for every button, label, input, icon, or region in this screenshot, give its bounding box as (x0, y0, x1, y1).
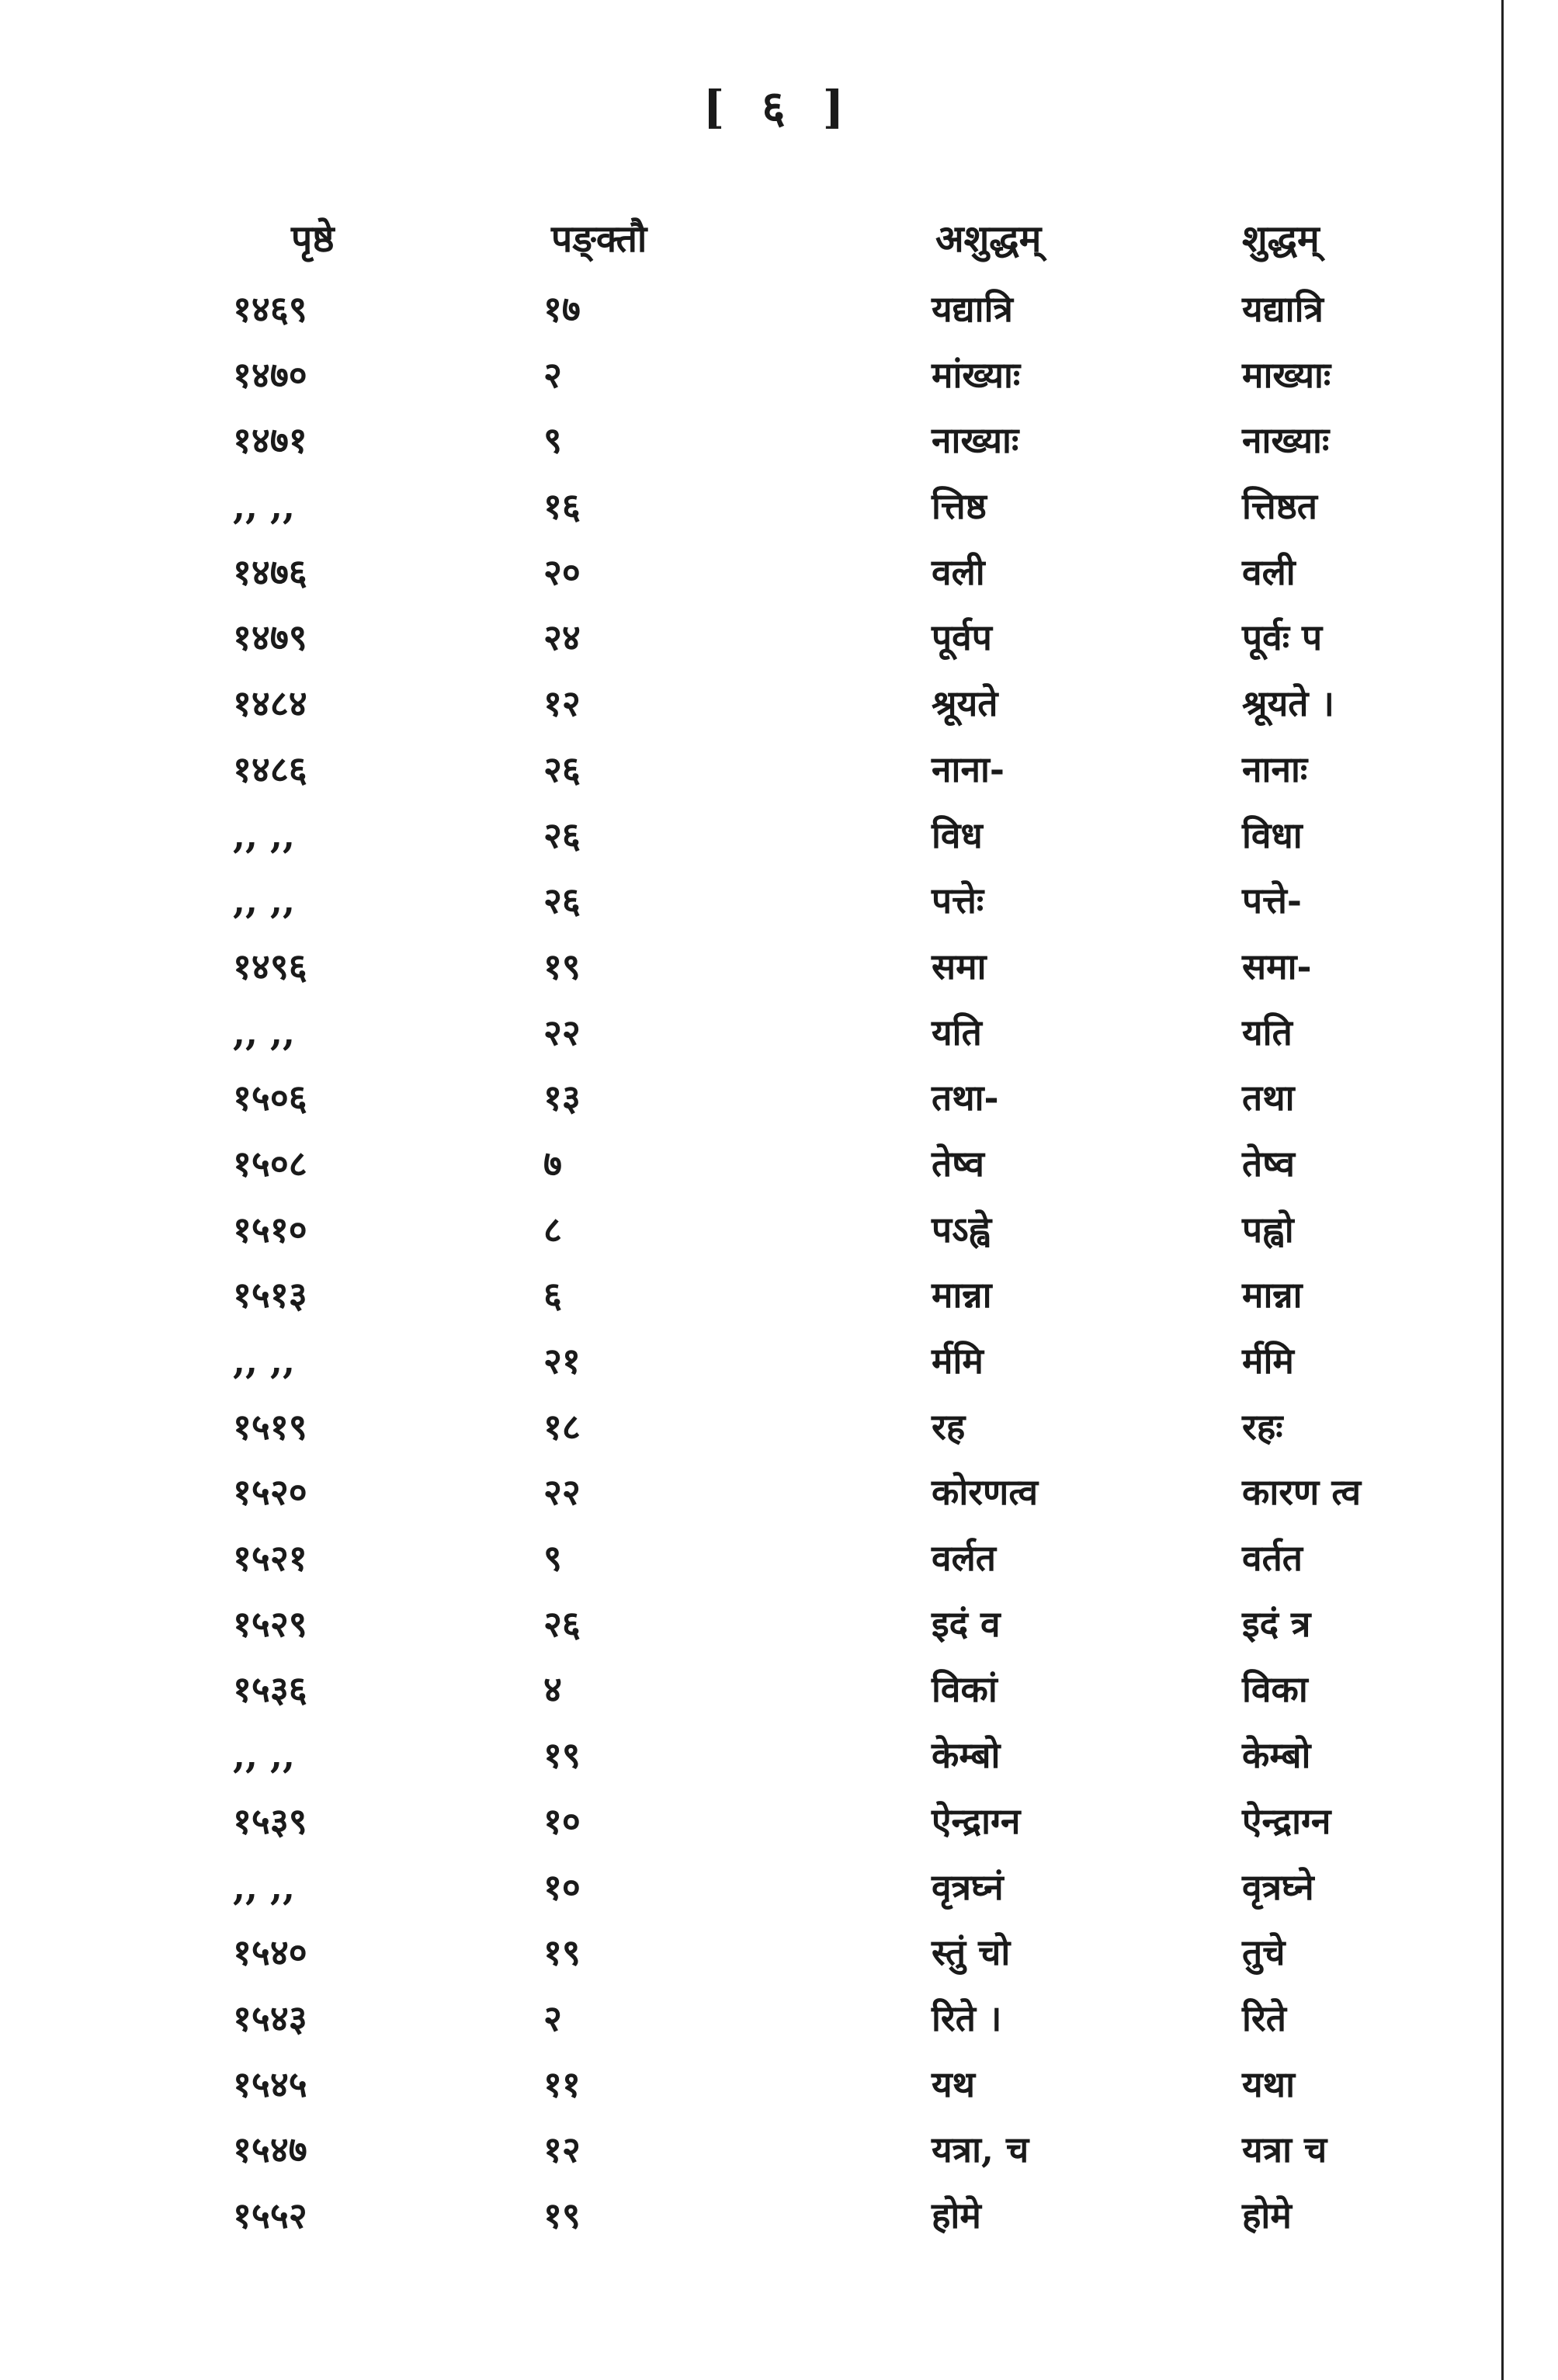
line-cell: १२ (543, 2128, 581, 2171)
correct-cell: वली (1242, 550, 1296, 593)
errata-row (0, 2117, 1501, 2183)
page-cell: ,, ,, (233, 485, 296, 528)
line-cell: १६ (543, 485, 581, 528)
correct-cell: विका (1242, 1668, 1308, 1711)
correct-cell: होमे (1242, 2194, 1292, 2236)
line-cell: ४ (543, 1668, 562, 1711)
errata-row (0, 1197, 1501, 1263)
errata-row (0, 474, 1501, 539)
incorrect-cell: होमे (932, 2194, 981, 2236)
page-cell: १५०८ (233, 1142, 307, 1185)
line-cell: २१ (543, 1340, 581, 1382)
incorrect-cell: यत्रा, च (932, 2128, 1029, 2171)
line-cell: २ (543, 353, 562, 396)
correct-cell: कारण त्व (1242, 1471, 1362, 1514)
correct-cell: नाख्याः (1242, 419, 1330, 462)
header-line: पङ्क्तौ (551, 217, 647, 261)
correct-cell: ऐन्द्राग्न (1242, 1799, 1331, 1842)
correct-cell: यथा (1242, 2063, 1295, 2105)
page-cell: ,, ,, (233, 1865, 296, 1908)
line-cell: १९ (543, 2194, 581, 2236)
page-cell: १५३६ (233, 1668, 307, 1711)
errata-table (0, 202, 1501, 2249)
correct-cell: यति (1242, 1011, 1293, 1053)
incorrect-cell: पत्तेः (932, 879, 984, 922)
errata-row (0, 276, 1501, 342)
page-cell: १५२० (233, 1471, 307, 1514)
incorrect-cell: तेष्व (932, 1142, 984, 1185)
incorrect-cell: पऽह्वे (932, 1208, 991, 1251)
correct-cell: वृत्रघ्ने (1242, 1865, 1314, 1908)
errata-row (0, 2052, 1501, 2118)
correct-cell: रिते (1242, 1997, 1286, 2039)
errata-header-row (0, 202, 1501, 276)
errata-row (0, 539, 1501, 605)
errata-row (0, 605, 1501, 671)
line-cell: २६ (543, 748, 581, 790)
incorrect-cell: कोरणत्व (932, 1471, 1039, 1514)
errata-row (0, 1262, 1501, 1328)
incorrect-cell: यथ (932, 2063, 976, 2105)
correct-cell: पत्ते- (1242, 879, 1303, 922)
line-cell: १० (543, 1865, 581, 1908)
line-cell: ६ (543, 1274, 562, 1317)
line-cell: १७ (543, 288, 581, 330)
page-cell: १५१९ (233, 1405, 307, 1448)
line-cell: ७ (543, 1142, 562, 1185)
line-cell: २२ (543, 1471, 581, 1514)
incorrect-cell: मान्ना (932, 1274, 992, 1317)
line-cell: ११ (543, 2063, 581, 2105)
incorrect-cell: तथा- (932, 1077, 999, 1119)
line-cell: २० (543, 550, 581, 593)
errata-row (0, 934, 1501, 1000)
incorrect-cell: श्रूयते (932, 682, 998, 725)
errata-row (0, 1591, 1501, 1657)
correct-cell: पूर्वः प (1242, 616, 1323, 659)
page-edge-border (1501, 0, 1504, 2380)
correct-cell: तेष्व (1242, 1142, 1295, 1185)
correct-cell: वर्तत (1242, 1537, 1303, 1580)
header-incorrect: अशुद्धम् (935, 217, 1042, 261)
errata-row (0, 671, 1501, 737)
page-cell: ,, ,, (233, 879, 296, 922)
correct-cell: नानाः (1242, 748, 1308, 790)
incorrect-cell: नाना- (932, 748, 1005, 790)
line-cell: १९ (543, 1931, 581, 1974)
page-cell: १४७६ (233, 550, 307, 593)
incorrect-cell: वर्लत (932, 1537, 996, 1580)
errata-row (0, 2183, 1501, 2249)
page-cell: ,, ,, (233, 814, 296, 856)
errata-row (0, 1920, 1501, 1986)
incorrect-cell: मांख्याः (932, 353, 1021, 396)
correct-cell: विधा (1242, 814, 1303, 856)
correct-cell: माख्याः (1242, 353, 1331, 396)
page-cell: १४८६ (233, 748, 307, 790)
line-cell: १० (543, 1799, 581, 1842)
errata-row (0, 1657, 1501, 1723)
line-cell: १८ (543, 1405, 581, 1448)
page-cell: १४७० (233, 353, 307, 396)
incorrect-cell: त्तिष्ठ (932, 485, 987, 528)
incorrect-cell: वृत्रघ्नं (932, 1865, 1004, 1908)
incorrect-cell: समा (932, 945, 987, 987)
errata-row (0, 1459, 1501, 1525)
correct-cell: त्तिष्ठत (1242, 485, 1318, 528)
line-cell: २४ (543, 616, 581, 659)
incorrect-cell: विकां (932, 1668, 998, 1711)
page-cell: १४७१ (233, 419, 307, 462)
correct-cell: पह्वो (1242, 1208, 1294, 1251)
errata-row (0, 1394, 1501, 1460)
line-cell: २२ (543, 1011, 581, 1053)
errata-row (0, 1723, 1501, 1788)
line-cell: ९ (543, 1537, 562, 1580)
errata-row (0, 737, 1501, 803)
incorrect-cell: यति (932, 1011, 982, 1053)
line-cell: १२ (543, 682, 581, 725)
correct-cell: श्रूयते । (1242, 682, 1334, 725)
errata-row (0, 803, 1501, 869)
line-cell: ९ (543, 419, 562, 462)
incorrect-cell: पूर्वप (932, 616, 992, 659)
incorrect-cell: स्तुं चो (932, 1931, 1011, 1974)
page-cell: ,, ,, (233, 1340, 296, 1382)
errata-row (0, 868, 1501, 934)
line-cell: १९ (543, 945, 581, 987)
line-cell: १३ (543, 1077, 581, 1119)
incorrect-cell: केम्बो (932, 1734, 1001, 1777)
page-cell: १५१३ (233, 1274, 307, 1317)
correct-cell: इदं त्र (1242, 1602, 1311, 1645)
incorrect-cell: नाख्याः (932, 419, 1019, 462)
correct-cell: र्ममि (1242, 1340, 1294, 1382)
page-cell: १४७९ (233, 616, 307, 659)
correct-cell: मान्ना (1242, 1274, 1303, 1317)
line-cell: १९ (543, 1734, 581, 1777)
page-number: [ ६ ] (703, 81, 855, 134)
errata-row (0, 408, 1501, 474)
page-cell: १५४० (233, 1931, 307, 1974)
page-cell: १४६९ (233, 288, 307, 330)
page-cell: १५४७ (233, 2128, 307, 2171)
errata-row (0, 1328, 1501, 1394)
correct-cell: तथा (1242, 1077, 1295, 1119)
page-cell: १५१० (233, 1208, 307, 1251)
line-cell: २६ (543, 879, 581, 922)
errata-row (0, 1788, 1501, 1854)
page-cell: १५४३ (233, 1997, 307, 2039)
correct-cell: समा- (1242, 945, 1312, 987)
page-cell: १५२१ (233, 1537, 307, 1580)
incorrect-cell: रिते । (932, 1997, 1002, 2039)
incorrect-cell: यद्यात्रि (932, 288, 1013, 330)
page-cell: ,, ,, (233, 1734, 296, 1777)
page-cell: १४८४ (233, 682, 307, 725)
correct-cell: रहः (1242, 1405, 1283, 1448)
errata-row (0, 1065, 1501, 1131)
line-cell: २ (543, 1997, 562, 2039)
incorrect-cell: इदं व (932, 1602, 1001, 1645)
errata-rows (0, 276, 1501, 2249)
errata-row (0, 1986, 1501, 2052)
incorrect-cell: वली (932, 550, 985, 593)
errata-row (0, 342, 1501, 408)
header-page: पृष्ठे (291, 217, 335, 261)
page-cell: १४९६ (233, 945, 307, 987)
page-cell: १५०६ (233, 1077, 307, 1119)
errata-row (0, 1000, 1501, 1066)
page-cell: १५३९ (233, 1799, 307, 1842)
line-cell: ८ (543, 1208, 562, 1251)
correct-cell: तुचे (1242, 1931, 1286, 1974)
line-cell: २६ (543, 1602, 581, 1645)
correct-cell: यद्यात्रि (1242, 288, 1324, 330)
page-cell: १५५२ (233, 2194, 307, 2236)
errata-row (0, 1525, 1501, 1591)
incorrect-cell: विध (932, 814, 983, 856)
incorrect-cell: र्ममि (932, 1340, 984, 1382)
page-cell: ,, ,, (233, 1011, 296, 1053)
correct-cell: यत्रा च (1242, 2128, 1327, 2171)
incorrect-cell: ऐन्द्राग्न (932, 1799, 1021, 1842)
errata-row (0, 1131, 1501, 1197)
incorrect-cell: रह (932, 1405, 966, 1448)
header-correct: शुद्धम् (1242, 217, 1320, 261)
correct-cell: केम्बो (1242, 1734, 1311, 1777)
errata-row (0, 1854, 1501, 1920)
page-cell: १५२९ (233, 1602, 307, 1645)
line-cell: २६ (543, 814, 581, 856)
page-cell: १५४५ (233, 2063, 307, 2105)
